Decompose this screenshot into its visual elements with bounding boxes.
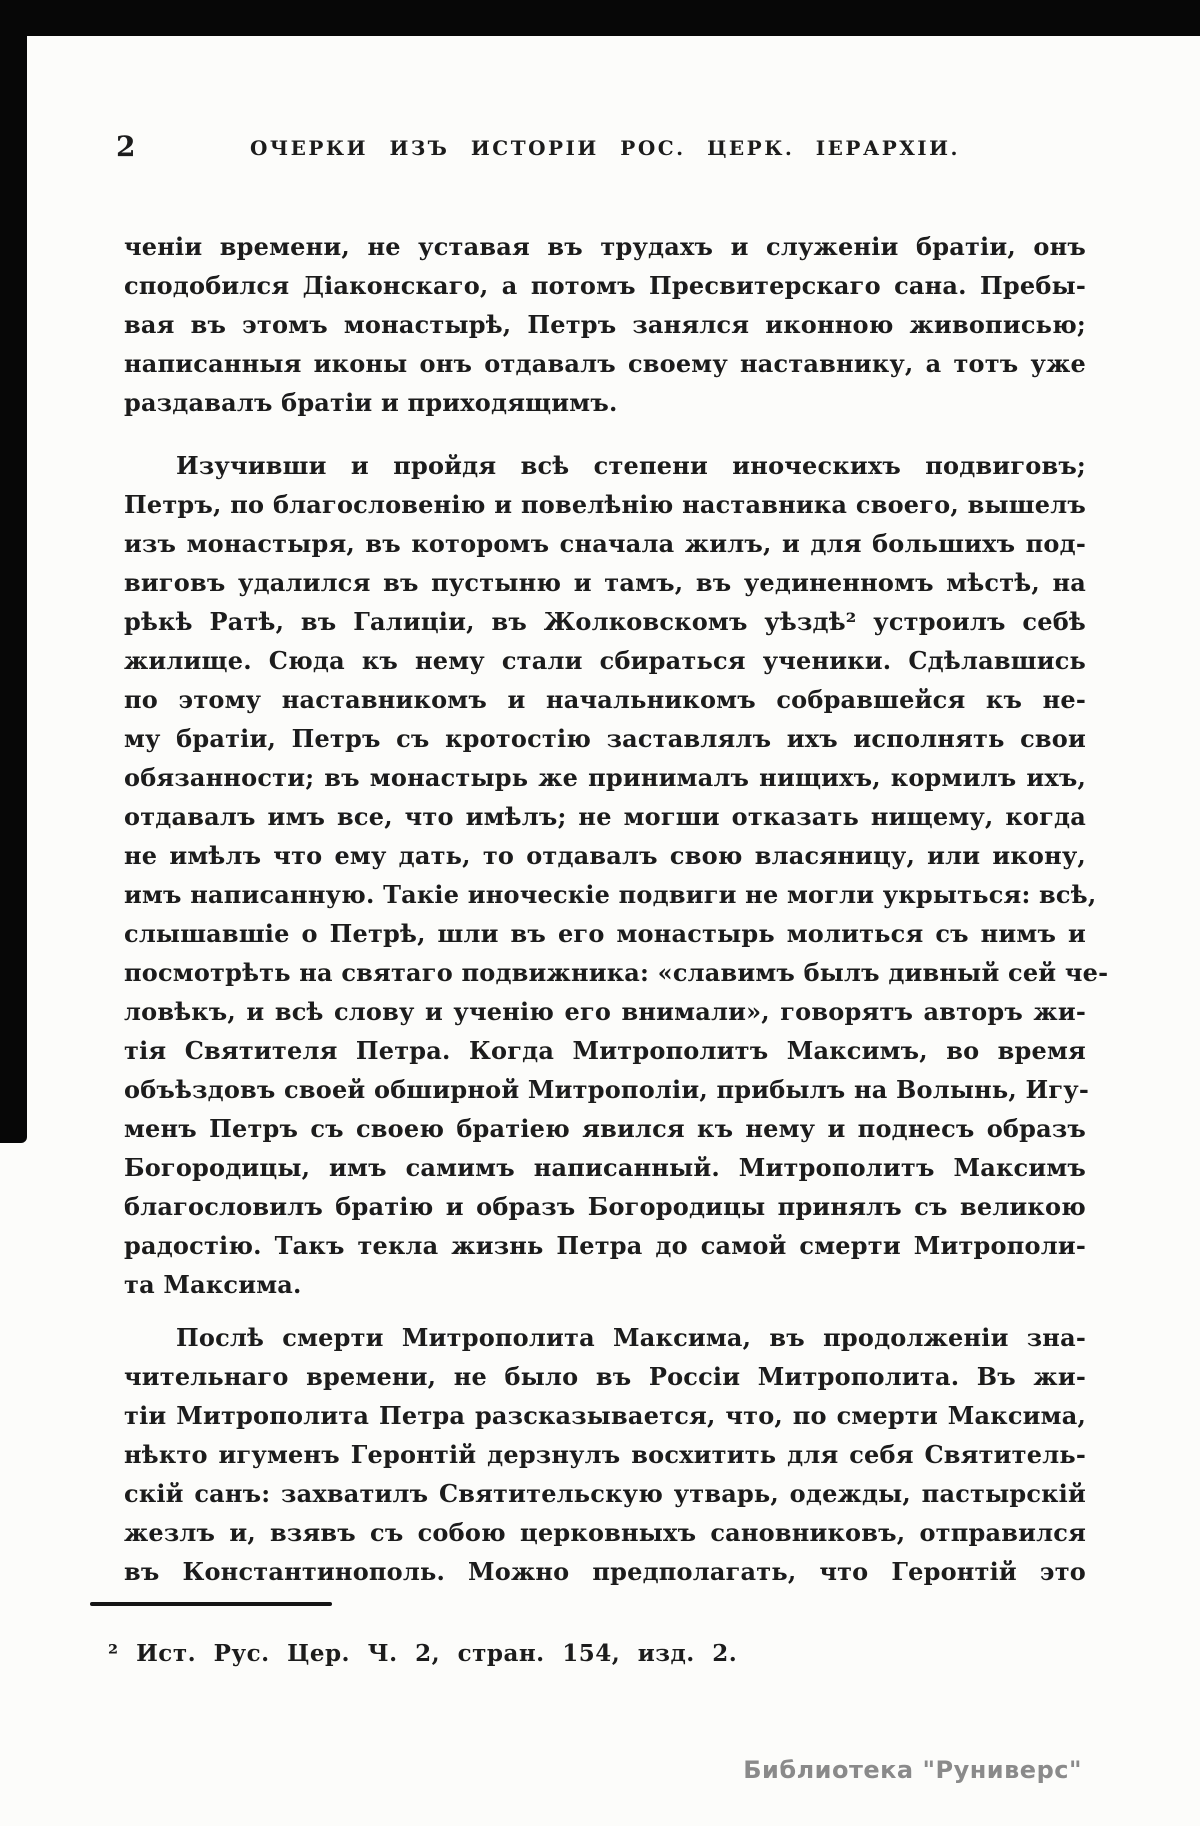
text-line: рѣкѣ Ратѣ, въ Галиціи, въ Жолковскомъ уѣздѣ² устроилъ себѣ <box>124 607 1086 636</box>
text-line: ловѣкъ, и всѣ слову и ученію его внимали», говорятъ авторъ жи- <box>124 997 1086 1026</box>
text-line: вая въ этомъ монастырѣ, Петръ занялся иконною живописью; <box>124 310 1086 339</box>
text-line: раздавалъ братіи и приходящимъ. <box>124 388 618 417</box>
text-line: радостію. Такъ текла жизнь Петра до самой смерти Митрополи- <box>124 1231 1086 1260</box>
text-line: тіи Митрополита Петра разсказывается, что, по смерти Максима, <box>124 1401 1086 1430</box>
text-line: въ Константинополь. Можно предполагать, что Геронтій это <box>124 1557 1086 1586</box>
page-number: 2 <box>116 130 137 163</box>
footnote-rule <box>90 1602 332 1606</box>
paragraph-1 <box>124 227 1086 422</box>
text-line: слышавшіе о Петрѣ, шли въ его монастырь молиться съ нимъ и <box>124 919 1086 948</box>
text-line: менъ Петръ съ своею братіею явился къ нему и поднесъ образъ <box>124 1114 1086 1143</box>
text-line: ченіи времени, не уставая въ трудахъ и служеніи братіи, онъ <box>124 232 1086 261</box>
running-head-title: ОЧЕРКИ ИЗЪ ИСТОРІИ РОС. ЦЕРК. ІЕРАРХІИ. <box>249 136 961 160</box>
paragraph-2 <box>124 446 1109 1304</box>
text-line: написанныя иконы онъ отдавалъ своему наставнику, а тотъ уже <box>124 349 1086 378</box>
text-line: объѣздовъ своей обширной Митрополіи, прибылъ на Волынь, Игу- <box>124 1075 1089 1104</box>
text-line: отдавалъ имъ все, что имѣлъ; не могши отказать нищему, когда <box>124 802 1086 831</box>
paragraph-3 <box>124 1318 1086 1591</box>
text-line: жилище. Сюда къ нему стали сбираться ученики. Сдѣлавшись <box>124 646 1086 675</box>
text-line: тія Святителя Петра. Когда Митрополитъ Максимъ, во время <box>124 1036 1086 1065</box>
text-line: благословилъ братію и образъ Богородицы принялъ съ великою <box>124 1192 1086 1221</box>
scan-border-left <box>0 0 27 1143</box>
text-line: виговъ удалился въ пустыню и тамъ, въ уединенномъ мѣстѣ, на <box>124 568 1086 597</box>
text-line: Изучивши и пройдя всѣ степени иноческихъ подвиговъ; <box>176 451 1086 480</box>
library-watermark: Библиотека "Руниверс" <box>743 1756 1082 1784</box>
text-line: обязанности; въ монастырь же принималъ нищихъ, кормилъ ихъ, <box>124 763 1086 792</box>
text-line: Богородицы, имъ самимъ написанный. Митрополитъ Максимъ <box>124 1153 1086 1182</box>
text-line: изъ монастыря, въ которомъ сначала жилъ, и для большихъ под- <box>124 529 1086 558</box>
footnote: ² Ист. Рус. Цер. Ч. 2, стран. 154, изд. 2. <box>108 1640 738 1667</box>
text-line: та Максима. <box>124 1270 302 1299</box>
text-block <box>124 227 1109 1591</box>
text-line: му братіи, Петръ съ кротостію заставлялъ ихъ исполнять свои <box>124 724 1086 753</box>
text-line: сподобился Діаконскаго, а потомъ Пресвитерскаго сана. Пребы- <box>124 271 1086 300</box>
text-line: по этому наставникомъ и начальникомъ собравшейся къ не- <box>124 685 1086 714</box>
text-line: Петръ, по благословенію и повелѣнію наставника своего, вышелъ <box>124 490 1086 519</box>
text-line: чительнаго времени, не было въ Россіи Митрополита. Въ жи- <box>124 1362 1086 1391</box>
text-line: скій санъ: захватилъ Святительскую утварь, одежды, пастырскій <box>124 1479 1086 1508</box>
scan-border-top <box>0 0 1200 36</box>
text-line: нѣкто игуменъ Геронтій дерзнулъ восхитить для себя Святитель- <box>124 1440 1086 1469</box>
text-line: жезлъ и, взявъ съ собою церковныхъ сановниковъ, отправился <box>124 1518 1086 1547</box>
text-line: посмотрѣть на святаго подвижника: «славимъ былъ дивный сей че- <box>124 958 1109 987</box>
text-line: не имѣлъ что ему дать, то отдавалъ свою власяницу, или икону, <box>124 841 1086 870</box>
text-line: имъ написанную. Такіе иноческіе подвиги не могли укрыться: всѣ, <box>124 880 1097 909</box>
text-line: Послѣ смерти Митрополита Максима, въ продолженіи зна- <box>176 1323 1086 1352</box>
